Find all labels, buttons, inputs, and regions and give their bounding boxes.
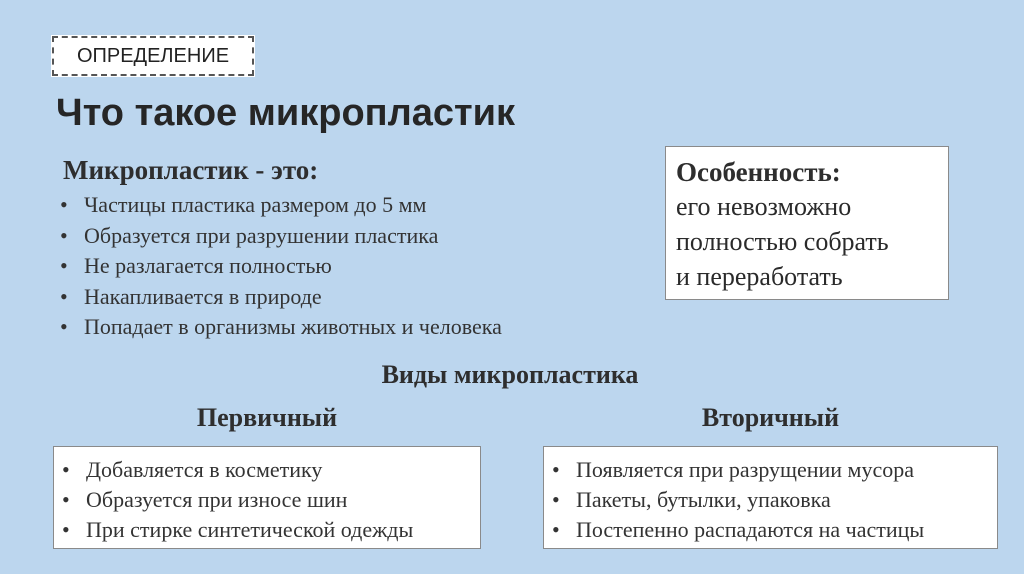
list-item: • При стирке синтетической одежды — [60, 515, 474, 545]
secondary-box — [543, 446, 998, 549]
feature-line: его невозможно — [676, 192, 852, 221]
list-item: • Частицы пластика размером до 5 мм — [58, 190, 502, 221]
primary-heading: Первичный — [196, 403, 338, 432]
types-heading: Виды микропластика — [381, 360, 639, 389]
secondary-list — [550, 455, 991, 545]
list-item: • Добавляется в косметику — [60, 455, 474, 485]
list-item: • Накапливается в природе — [58, 282, 502, 313]
list-item: • Постепенно распадаются на частицы — [550, 515, 991, 545]
feature-line: и переработать — [676, 262, 843, 291]
list-item: • Образуется при износе шин — [60, 485, 474, 515]
secondary-heading: Вторичный — [701, 403, 840, 432]
list-item: • Попадает в организмы животных и человека — [58, 312, 502, 343]
list-item: • Образуется при разрушении пластика — [58, 221, 502, 252]
feature-title: Особенность: — [676, 157, 841, 187]
primary-box — [53, 446, 481, 549]
page-title: Что такое микропластик — [56, 92, 516, 134]
section-tag: ОПРЕДЕЛЕНИЕ — [52, 36, 254, 76]
definition-list — [58, 190, 502, 343]
list-item: • Появляется при разрущении мусора — [550, 455, 991, 485]
definition-heading: Микропластик - это: — [63, 155, 319, 185]
feature-line: полностью собрать — [676, 227, 889, 256]
feature-box — [665, 146, 949, 300]
list-item: • Пакеты, бутылки, упаковка — [550, 485, 991, 515]
list-item: • Не разлагается полностью — [58, 251, 502, 282]
primary-list — [60, 455, 474, 545]
